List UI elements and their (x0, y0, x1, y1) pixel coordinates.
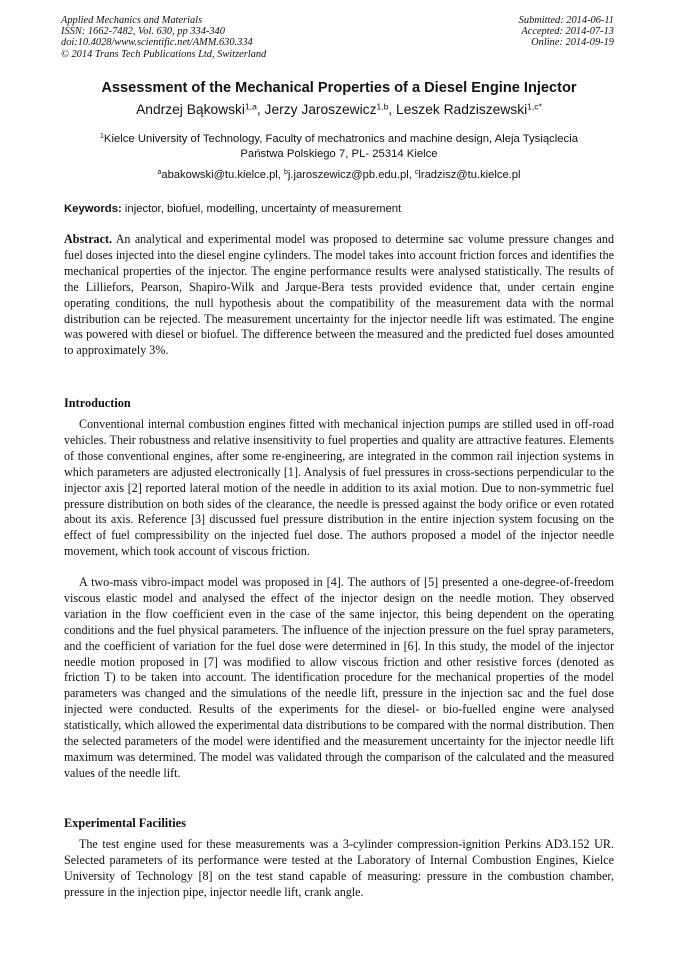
accepted-date: Accepted: 2014-07-13 (521, 26, 614, 38)
copyright-line: © 2014 Trans Tech Publications Ltd, Switzerland (61, 48, 267, 60)
section-heading-introduction: Introduction (64, 396, 131, 410)
journal-name: Applied Mechanics and Materials (61, 15, 203, 26)
author-list: Andrzej Bąkowski$^{1,a}$, Jerzy Jaroszewicz$^{1,b}$, Leszek Radziszewski$^{1,c*}$ (136, 101, 542, 117)
author-emails: $^a$abakowski@tu.kielce.pl, $^b$j.jaroszewicz@pb.edu.pl, $^c$lradzisz@tu.kielce.pl (157, 169, 521, 181)
author-affil-sup: 1,c* (527, 101, 542, 112)
author-name: Andrzej Bąkowski (136, 102, 245, 117)
email-sup: b (284, 169, 288, 177)
affiliation (40, 132, 638, 162)
journal-info (61, 15, 361, 60)
submitted-date: Submitted: 2014-06-11 (518, 15, 614, 26)
paragraph: The test engine used for these measurements was a 3-cylinder compression-ignition Perkins AD3.152 UR. Selected parameters of its performance were tested at the Laboratory of Internal Combustion Engines, Kielce University of Technology [8] on the test stand capable of measuring: pressure in the combustion chamber, pressure in the injection pipe, injector needle lift, crank angle. (64, 837, 614, 899)
affiliation-line: Kielce University of Technology, Faculty of mechatronics and machine design, Aleja Tysiąclecia (103, 133, 578, 145)
issn-line: ISSN: 1662-7482, Vol. 630, pp 334-340 (61, 26, 225, 38)
abstract-label: Abstract. (64, 232, 113, 246)
author-affil-sup: 1,a (244, 101, 257, 112)
keywords-text: injector, biofuel, modelling, uncertainty of measurement (124, 203, 402, 215)
abstract-text: An analytical and experimental model was proposed to determine sac volume pressure changes and fuel doses injected into the diesel engine cylinders. The model takes into account friction forces and identifies the mechanical properties of the injector. The engine performance results were analysed statistically. The results of the Lilliefors, Pearson, Shapiro-Wilk and Jarque-Bera tests provided evidence that, under certain engine operating conditions, the null hypothesis about the compatibility of the measurement data with the normal distribution can be rejected. The measurement uncertainty for the injector needle lift was estimated. The engine was powered with diesel or biofuel. The difference between the measured and the predicted fuel doses amounted to approximately 3%. (64, 232, 614, 358)
paragraph: A two-mass vibro-impact model was proposed in [4]. The authors of [5] presented a one-degree-of-freedom viscous elastic model and analysed the effect of the injector design on the needle motion. They observed variation in the flow coefficient even in the case of the same injector, this being dependent on the operating conditions and the fuel physical parameters. The influence of the injection pressure on the fuel spray parameters, and the coefficient of variation for the fuel dose were determined in [6]. In this study, the model of the injector needle motion proposed in [7] was modified to allow viscous friction and other resistive forces (denoted as friction T) to be taken into account. The identification procedure for the mechanical properties of the model parameters was changed and the simulations of the needle lift, pressure in the injection sac and the fuel dose injected were conducted. Results of the experiments for the diesel- or bio-fuelled engine were analysed statistically, which allowed the experimental data distributions to be compared with the normal distribution. Then the selected parameters of the model were identified and the measurement uncertainty for the injector needle lift maximum was determined. The model was validated through the comparison of the calculated and the measured values of the needle lift. (64, 575, 614, 780)
author-name: Jerzy Jaroszewicz (264, 102, 377, 117)
email-link[interactable]: abakowski@tu.kielce.pl (161, 169, 278, 181)
email-link[interactable]: j.jaroszewicz@pb.edu.pl (287, 169, 409, 181)
keywords (64, 203, 624, 215)
affiliation-sup: 1 (100, 133, 104, 141)
keywords-label: Keywords: (64, 203, 122, 215)
paragraph: Conventional internal combustion engines fitted with mechanical injection pumps are stilled used in off-road vehicles. Their robustness and relative insensitivity to fuel properties and quality are attractive features. Elements of those conventional engines, after some re-engineering, are integrated in the common rail injection systems in which parameters are adjusted electronically [1]. Analysis of fuel pressures in cross-sections perpendicular to the injector axis [2] reported lateral motion of the needle in addition to its axial motion. Due to non-symmetric fuel pressure distribution on both sides of the clearance, the needle is pressed against the body orifice or even rotated about its axis. Reference [3] discussed fuel pressure distribution in the entire injection system focusing on the effect of fuel compressibility on the injected fuel dose. The authors proposed a model of the injector needle movement, which took account of viscous friction. (64, 417, 614, 559)
author-affil-sup: 1,b (376, 101, 389, 112)
email-link[interactable]: lradzisz@tu.kielce.pl (418, 169, 521, 181)
section-heading-experimental: Experimental Facilities (64, 816, 186, 830)
author-name: Leszek Radziszewski (396, 102, 528, 117)
email-sup: c (414, 169, 419, 177)
doi-line: doi:10.4028/www.scientific.net/AMM.630.334 (61, 37, 253, 49)
paper-title: Assessment of the Mechanical Properties of a Diesel Engine Injector (101, 80, 577, 96)
abstract (64, 232, 614, 359)
dates-info (394, 15, 614, 49)
email-sup: a (157, 169, 162, 177)
online-date: Online: 2014-09-19 (531, 37, 614, 49)
affiliation-line: Państwa Polskiego 7, PL- 25314 Kielce (240, 148, 438, 160)
